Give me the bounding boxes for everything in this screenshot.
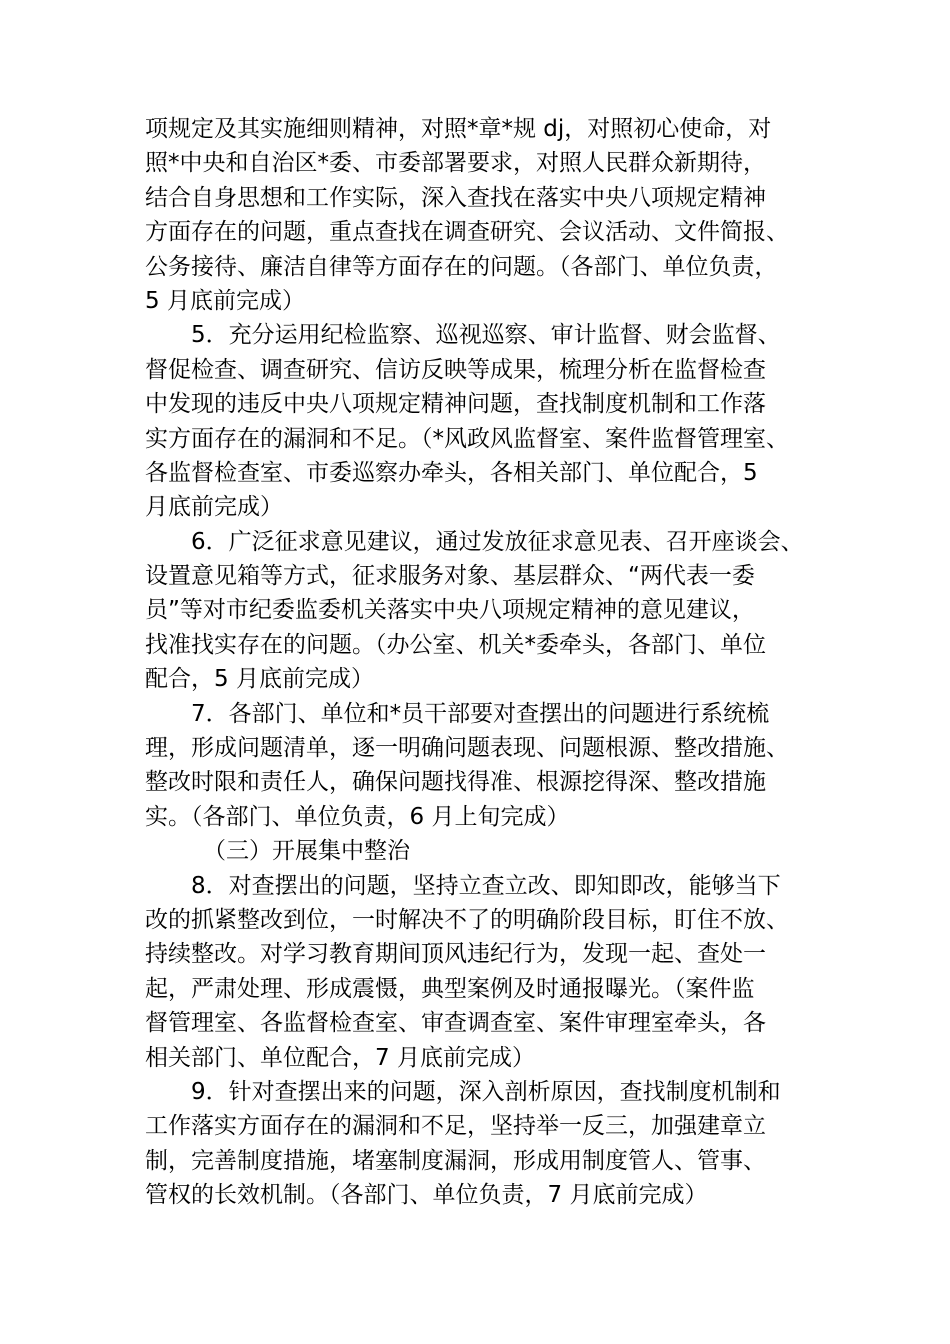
document-body: [145, 112, 825, 1213]
text-line: 结合自身思想和工作实际，深入查找在落实中央八项规定精神: [145, 184, 766, 211]
text-line: 实。（各部门、单位负责，6 月上旬完成）: [145, 803, 570, 830]
text-line: 实方面存在的漏洞和不足。（*风政风监督室、案件监督管理室、: [145, 425, 789, 452]
text-line: 6．广泛征求意见建议，通过发放征求意见表、召开座谈会、: [191, 528, 804, 555]
text-line: 月底前完成）: [145, 494, 283, 521]
text-line: 8．对查摆出的问题，坚持立查立改、即知即改，能够当下: [191, 872, 781, 899]
paragraph-item-8: [145, 869, 825, 1075]
paragraph-item-5: [145, 318, 825, 524]
text-line: 公务接待、廉洁自律等方面存在的问题。（各部门、单位负责，: [145, 253, 778, 280]
text-line: 中发现的违反中央八项规定精神问题，查找制度机制和工作落: [145, 391, 766, 418]
text-line: 管权的长效机制。（各部门、单位负责，7 月底前完成）: [145, 1182, 708, 1209]
text-line: 相关部门、单位配合，7 月底前完成）: [145, 1044, 535, 1071]
text-line: 工作落实方面存在的漏洞和不足，坚持举一反三，加强建章立: [145, 1113, 766, 1140]
text-line: 改的抓紧整改到位，一时解决不了的明确阶段目标，盯住不放、: [145, 906, 789, 933]
paragraph-item-7: [145, 697, 825, 835]
text-line: 各监督检查室、市委巡察办牵头，各相关部门、单位配合，5: [145, 459, 758, 486]
text-line: 持续整改。对学习教育期间顶风违纪行为，发现一起、查处一: [145, 941, 766, 968]
text-line: 9．针对查摆出来的问题，深入剖析原因，查找制度机制和: [191, 1078, 781, 1105]
text-line: 项规定及其实施细则精神，对照*章*规 dj，对照初心使命，对: [145, 116, 772, 142]
text-line: 5．充分运用纪检监察、巡视巡察、审计监督、财会监督、: [191, 322, 781, 349]
text-line: 照*中央和自治区*委、市委部署要求，对照人民群众新期待，: [145, 150, 766, 177]
text-line: 方面存在的问题，重点查找在调查研究、会议活动、文件简报、: [145, 219, 789, 246]
text-line: 整改时限和责任人，确保问题找得准、根源挖得深、整改措施: [145, 769, 766, 796]
paragraph-continuation: [145, 112, 825, 318]
text-line: 理，形成问题清单，逐一明确问题表现、问题根源、整改措施、: [145, 735, 789, 762]
text-line: 督促检查、调查研究、信访反映等成果，梳理分析在监督检查: [145, 356, 766, 383]
section-heading-text: （三）开展集中整治: [203, 838, 410, 865]
text-line: 督管理室、各监督检查室、审查调查室、案件审理室牵头，各: [145, 1010, 766, 1037]
text-line: 7．各部门、单位和*员干部要对查摆出的问题进行系统梳: [191, 700, 770, 727]
text-line: 找准找实存在的问题。（办公室、机关*委牵头，各部门、单位: [145, 631, 766, 658]
paragraph-item-9: [145, 1075, 825, 1213]
text-line: 制，完善制度措施，堵塞制度漏洞，形成用制度管人、管事、: [145, 1147, 766, 1174]
text-line: 5 月底前完成）: [145, 287, 305, 314]
text-line: 设置意见箱等方式，征求服务对象、基层群众、“两代表一委: [145, 563, 755, 590]
text-line: 起，严肃处理、形成震慑，典型案例及时通报曝光。（案件监: [145, 975, 755, 1002]
section-heading: [145, 834, 825, 868]
paragraph-item-6: [145, 525, 825, 697]
text-line: 员”等对市纪委监委机关落实中央八项规定精神的意见建议，: [145, 597, 755, 624]
text-line: 配合，5 月底前完成）: [145, 666, 374, 693]
